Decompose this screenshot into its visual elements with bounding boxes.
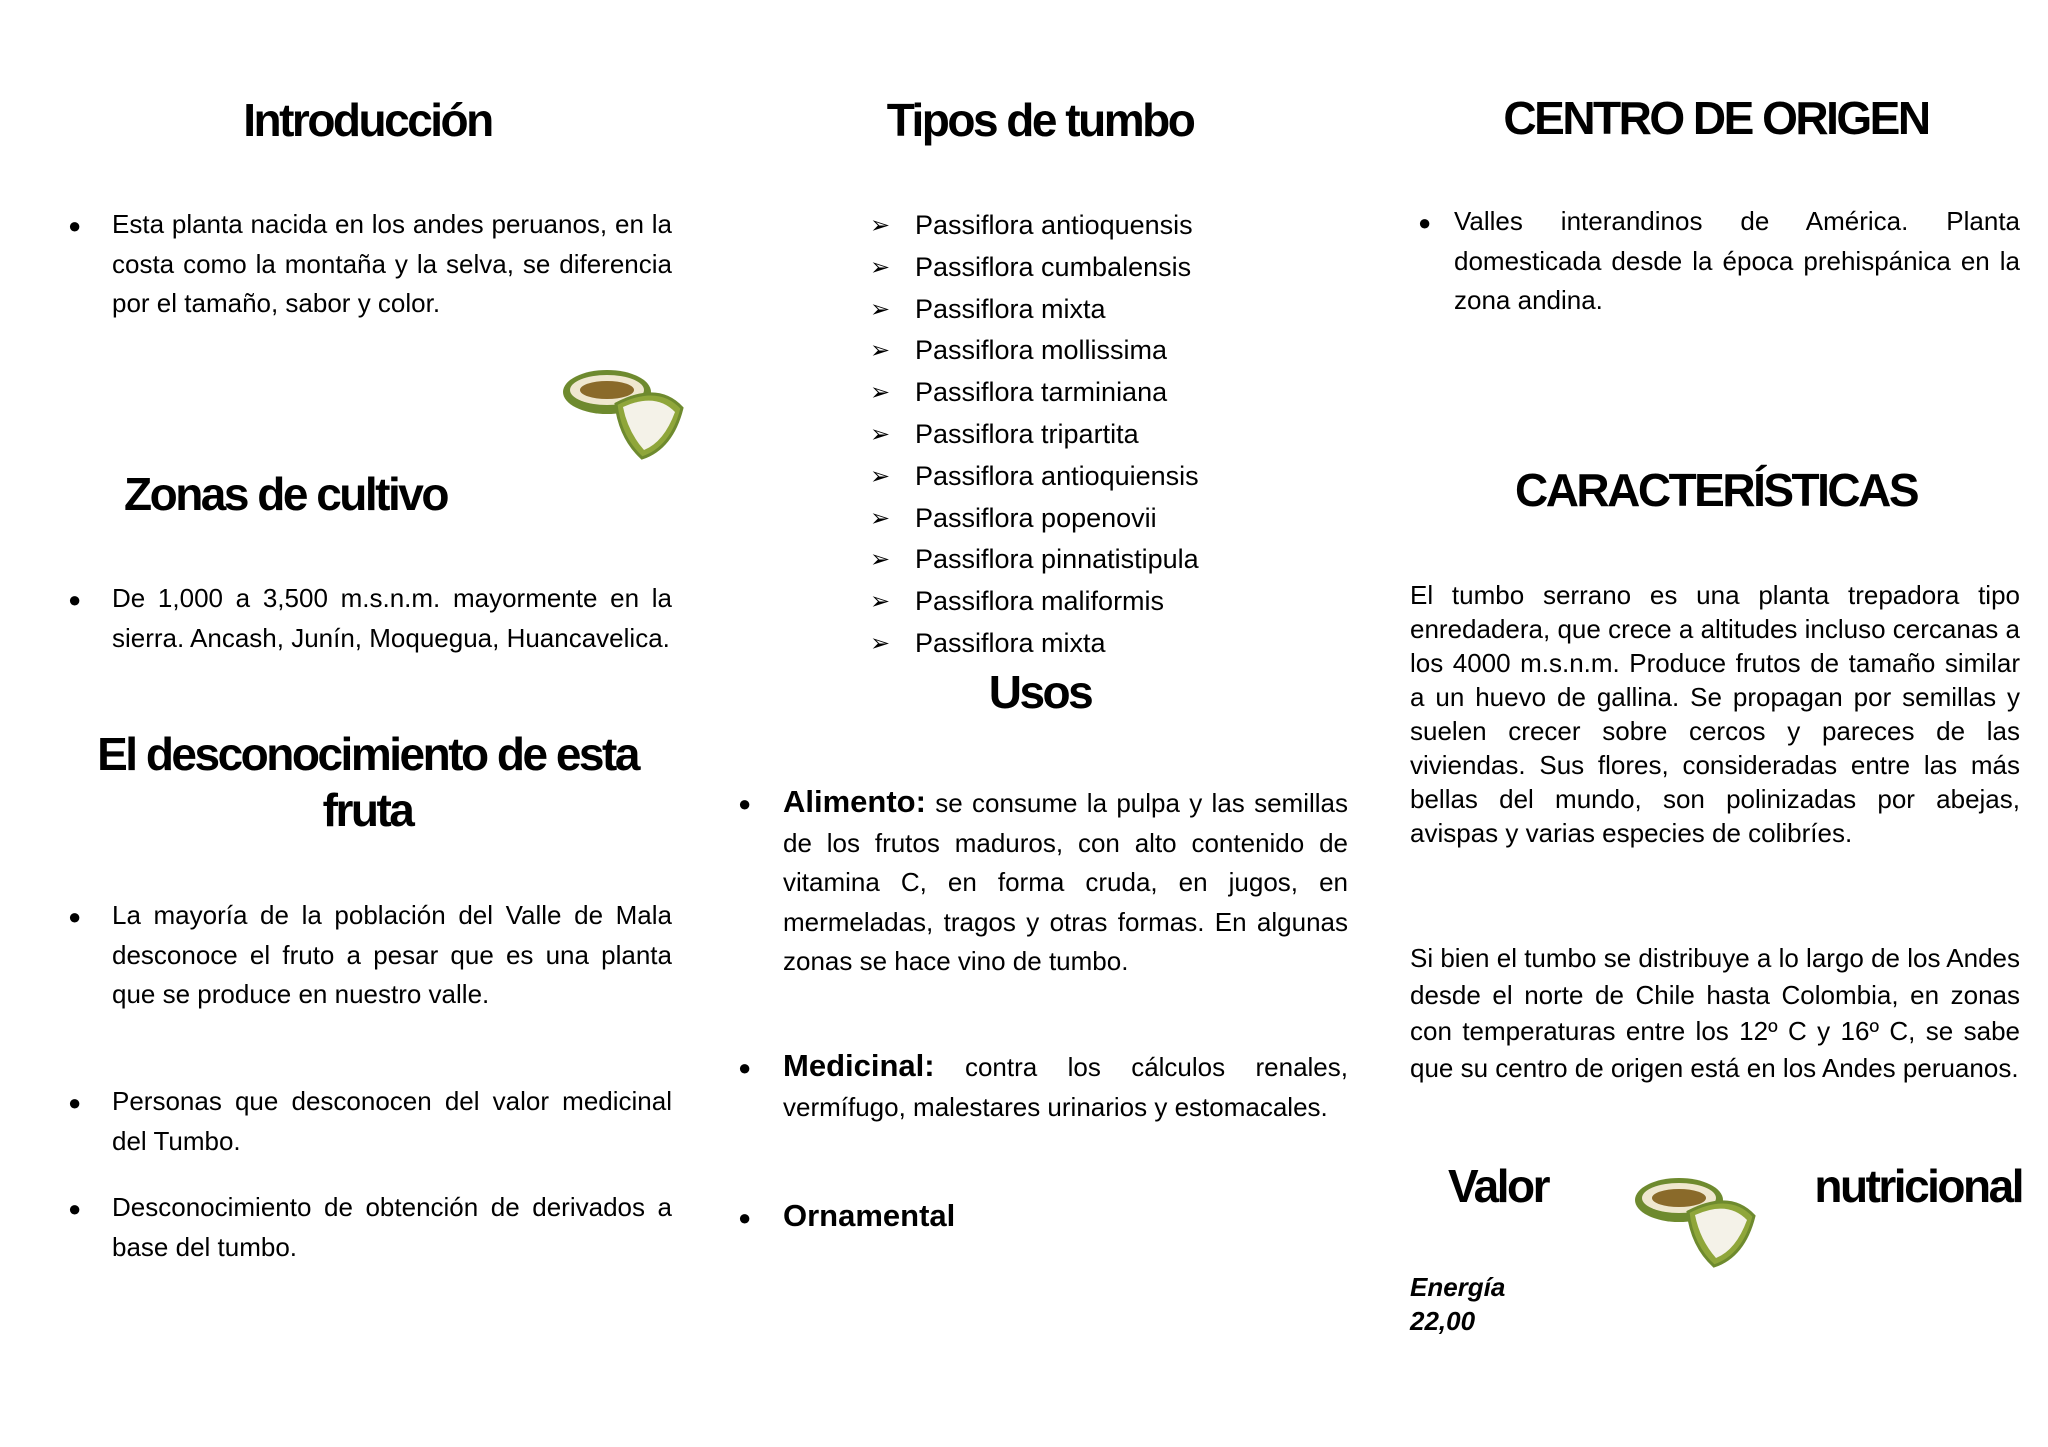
desconocimiento-title-line2: fruta (322, 784, 413, 836)
bullet-icon: ● (1418, 210, 1432, 235)
bullet-icon: ● (738, 791, 752, 816)
desconocimiento-item: Desconocimiento de obtención de derivados a base del tumbo. (112, 1192, 672, 1262)
list-item: ➢ Passiflora tarminiana (870, 372, 1199, 414)
column-right (1410, 0, 2022, 1447)
valor-nutricional-title-word2: nutricional (1814, 1160, 2022, 1212)
list-item: ➢ Passiflora popenovii (870, 498, 1199, 540)
tipos-list (870, 205, 1199, 665)
energia-value: 22,00 (1410, 1306, 1476, 1336)
list-item: ➢ Passiflora antioquensis (870, 205, 1199, 247)
usos-item-medicinal: Medicinal: contra los cálculos renales, vermífugo, malestares urinarios y estomacales. (783, 1048, 1348, 1122)
usos-item-alimento: Alimento: se consume la pulpa y las semillas de los frutos maduros, con alto contenido de vitamina C, en forma cruda, en jugos, en mermeladas, tragos y otras formas. En algunas zonas se hace vino de tumbo. (783, 784, 1348, 976)
zonas-text: De 1,000 a 3,500 m.s.n.m. mayormente en la sierra. Ancash, Junín, Moquegua, Huancavelica. (112, 583, 672, 653)
list-item: ➢ Passiflora cumbalensis (870, 247, 1199, 289)
list-item: ➢ Passiflora mixta (870, 623, 1199, 665)
tumbo-fruit-icon (560, 362, 690, 462)
column-middle (730, 0, 1350, 1447)
usos-title: Usos (988, 666, 1092, 718)
caracteristicas-paragraph: Si bien el tumbo se distribuye a lo largo de los Andes desde el norte de Chile hasta Colombia, en zonas con temperaturas entre los 12º C y 16º C, se sabe que su centro de origen está en los Andes peruanos. (1410, 943, 2020, 1083)
list-item: ➢ Passiflora mollissima (870, 330, 1199, 372)
usos-item-ornamental (783, 1196, 1348, 1238)
arrow-bullet-icon: ➢ (870, 337, 891, 365)
caracteristicas-paragraph: El tumbo serrano es una planta trepadora tipo enredadera, que crece a altitudes incluso cercanas a los 4000 m.s.n.m. Produce frutos de tamaño similar a un huevo de gallina. Se propagan por semillas y suelen crecer sobre cercos y pareces de las viviendas. Sus flores, consideradas entre las más bellas del mundo, son polinizadas por abejas, avispas y varias especies de colibríes. (1410, 580, 2020, 848)
intro-title: Introducción (243, 94, 492, 146)
desconocimiento-title-line1: El desconocimiento de esta (97, 728, 638, 780)
arrow-bullet-icon: ➢ (870, 212, 891, 239)
list-item: ➢ Passiflora mixta (870, 289, 1199, 331)
arrow-bullet-icon: ➢ (870, 546, 891, 574)
desconocimiento-item: Personas que desconocen del valor medicinal del Tumbo. (112, 1086, 672, 1156)
list-item: ➢ Passiflora maliformis (870, 581, 1199, 623)
bullet-icon: ● (68, 213, 82, 238)
arrow-bullet-icon: ➢ (870, 253, 891, 281)
list-item: ➢ Passiflora antioquiensis (870, 456, 1199, 498)
bullet-icon: ● (68, 1090, 82, 1115)
valor-nutricional-title-word1: Valor (1448, 1160, 1549, 1212)
caracteristicas-title: CARACTERÍSTICAS (1514, 464, 1918, 516)
bullet-icon: ● (68, 587, 82, 612)
usos-item-label: Ornamental (783, 1198, 956, 1233)
arrow-bullet-icon: ➢ (870, 462, 891, 490)
intro-text: Esta planta nacida en los andes peruanos, en la costa como la montaña y la selva, se diferencia por el tamaño, sabor y color. (112, 209, 672, 318)
bullet-icon: ● (738, 1205, 752, 1230)
arrow-bullet-icon: ➢ (870, 588, 891, 616)
list-item: ➢ Passiflora tripartita (870, 414, 1199, 456)
origen-title: CENTRO DE ORIGEN (1503, 92, 1929, 144)
arrow-bullet-icon: ➢ (870, 504, 891, 532)
energia-label: Energía (1410, 1272, 1506, 1302)
tumbo-fruit-icon (1632, 1170, 1762, 1270)
desconocimiento-item: La mayoría de la población del Valle de Mala desconoce el fruto a pesar que es una planta que se produce en nuestro valle. (112, 900, 672, 1009)
bullet-icon: ● (738, 1055, 752, 1080)
tipos-title: Tipos de tumbo (886, 94, 1194, 146)
zonas-title: Zonas de cultivo (124, 468, 447, 520)
column-left (60, 0, 675, 1447)
bullet-icon: ● (68, 1196, 82, 1221)
origen-text: Valles interandinos de América. Planta domesticada desde la época prehispánica en la zona andina. (1454, 206, 2020, 315)
usos-item-label: Alimento: (783, 784, 926, 819)
arrow-bullet-icon: ➢ (870, 295, 891, 323)
list-item: ➢ Passiflora pinnatistipula (870, 539, 1199, 581)
arrow-bullet-icon: ➢ (870, 379, 891, 407)
usos-item-label: Medicinal: (783, 1048, 935, 1083)
bullet-icon: ● (68, 904, 82, 929)
arrow-bullet-icon: ➢ (870, 420, 891, 448)
arrow-bullet-icon: ➢ (870, 629, 891, 657)
